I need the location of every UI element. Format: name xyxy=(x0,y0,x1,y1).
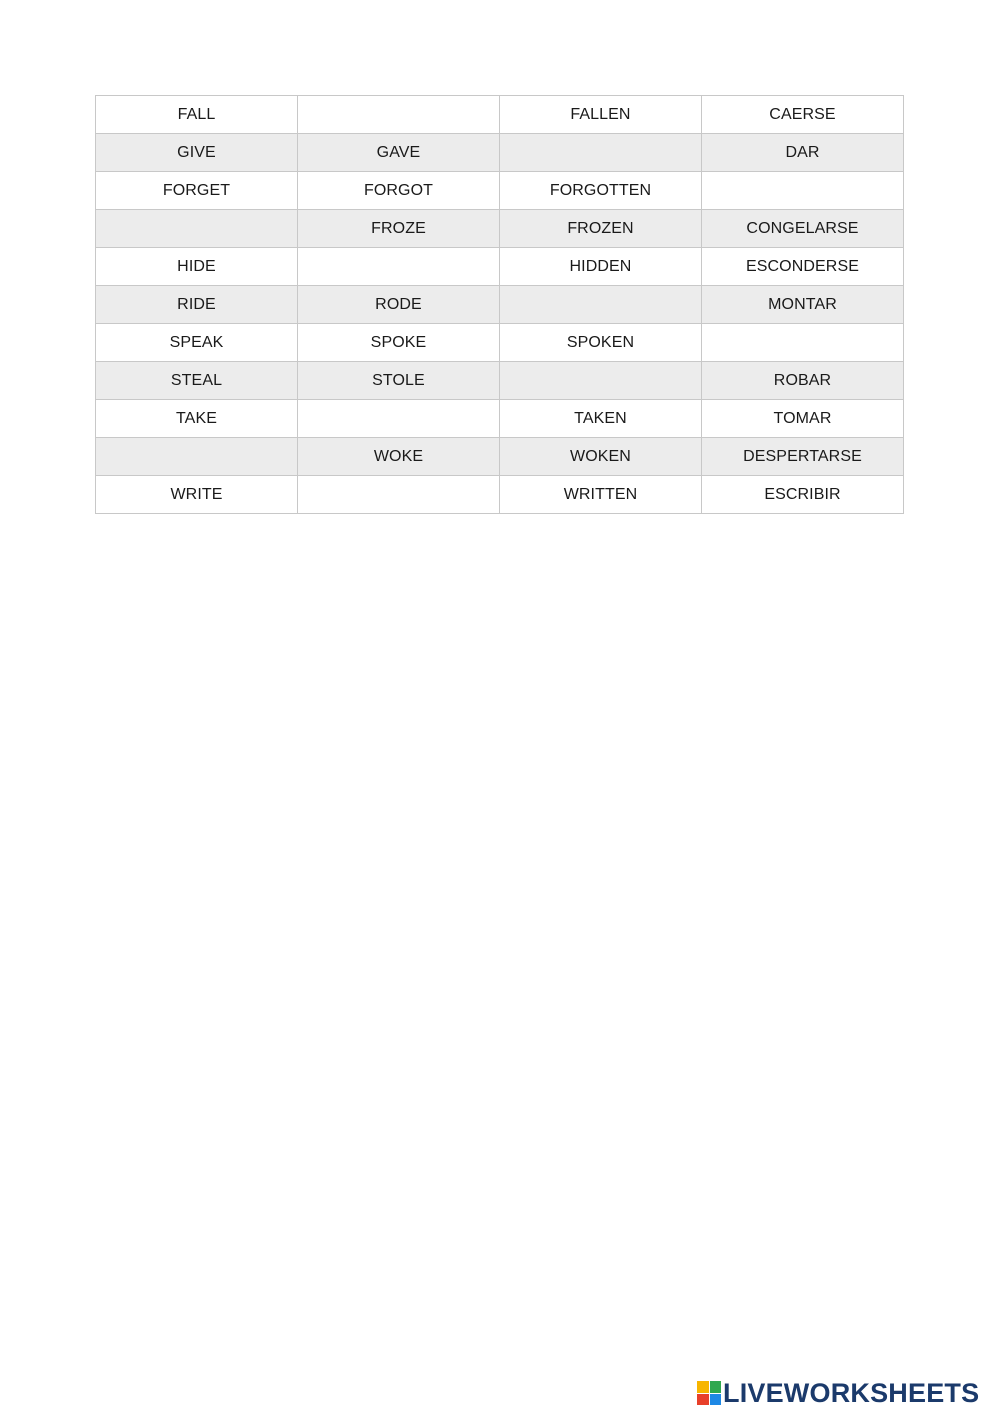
table-cell: GAVE xyxy=(298,134,500,172)
table-row xyxy=(96,134,904,172)
table-row xyxy=(96,210,904,248)
answer-input[interactable] xyxy=(112,216,282,242)
table-cell[interactable] xyxy=(702,172,904,210)
table-cell: TOMAR xyxy=(702,400,904,438)
table-cell: FORGET xyxy=(96,172,298,210)
table-cell: SPOKEN xyxy=(500,324,702,362)
table-cell: DAR xyxy=(702,134,904,172)
table-cell[interactable] xyxy=(500,362,702,400)
brand-name: LIVEWORKSHEETS xyxy=(723,1378,980,1408)
answer-input[interactable] xyxy=(314,482,484,508)
table-cell[interactable] xyxy=(500,134,702,172)
answer-input[interactable] xyxy=(314,406,484,432)
table-row xyxy=(96,438,904,476)
table-cell: WOKEN xyxy=(500,438,702,476)
table-cell[interactable] xyxy=(702,324,904,362)
table-row xyxy=(96,400,904,438)
table-cell: CONGELARSE xyxy=(702,210,904,248)
table-cell: ESCONDERSE xyxy=(702,248,904,286)
table-cell: HIDE xyxy=(96,248,298,286)
answer-input[interactable] xyxy=(516,368,686,394)
answer-input[interactable] xyxy=(112,444,282,470)
table-cell[interactable] xyxy=(298,400,500,438)
table-cell: STOLE xyxy=(298,362,500,400)
table-cell: TAKEN xyxy=(500,400,702,438)
answer-input[interactable] xyxy=(718,330,888,356)
table-row xyxy=(96,362,904,400)
table-row xyxy=(96,324,904,362)
table-cell: RODE xyxy=(298,286,500,324)
table-cell: FORGOT xyxy=(298,172,500,210)
table-row xyxy=(96,286,904,324)
table-cell[interactable] xyxy=(298,96,500,134)
table-cell: DESPERTARSE xyxy=(702,438,904,476)
logo-square xyxy=(710,1381,722,1393)
table-cell: WOKE xyxy=(298,438,500,476)
table-cell: WRITE xyxy=(96,476,298,514)
table-cell: FORGOTTEN xyxy=(500,172,702,210)
table-cell: STEAL xyxy=(96,362,298,400)
answer-input[interactable] xyxy=(516,140,686,166)
table-cell: CAERSE xyxy=(702,96,904,134)
table-cell[interactable] xyxy=(96,210,298,248)
irregular-verbs-table xyxy=(95,95,904,514)
table-cell: FROZEN xyxy=(500,210,702,248)
table-cell: GIVE xyxy=(96,134,298,172)
table-row xyxy=(96,172,904,210)
logo-square xyxy=(710,1394,722,1406)
table-row xyxy=(96,248,904,286)
answer-input[interactable] xyxy=(314,254,484,280)
table-cell: FALLEN xyxy=(500,96,702,134)
table-cell: MONTAR xyxy=(702,286,904,324)
liveworksheets-logo-icon xyxy=(697,1381,721,1405)
table-cell[interactable] xyxy=(298,476,500,514)
logo-square xyxy=(697,1394,709,1406)
table-cell[interactable] xyxy=(298,248,500,286)
answer-input[interactable] xyxy=(718,178,888,204)
table-cell: SPEAK xyxy=(96,324,298,362)
table-row xyxy=(96,476,904,514)
table-cell[interactable] xyxy=(96,438,298,476)
answer-input[interactable] xyxy=(516,292,686,318)
table-cell: SPOKE xyxy=(298,324,500,362)
table-cell: RIDE xyxy=(96,286,298,324)
table-cell: FROZE xyxy=(298,210,500,248)
table-cell: FALL xyxy=(96,96,298,134)
table-cell[interactable] xyxy=(500,286,702,324)
table-row xyxy=(96,96,904,134)
liveworksheets-logo xyxy=(697,1380,979,1406)
table-cell: HIDDEN xyxy=(500,248,702,286)
table-cell: ESCRIBIR xyxy=(702,476,904,514)
table-cell: TAKE xyxy=(96,400,298,438)
logo-square xyxy=(697,1381,709,1393)
table-cell: WRITTEN xyxy=(500,476,702,514)
answer-input[interactable] xyxy=(314,102,484,128)
table-cell: ROBAR xyxy=(702,362,904,400)
